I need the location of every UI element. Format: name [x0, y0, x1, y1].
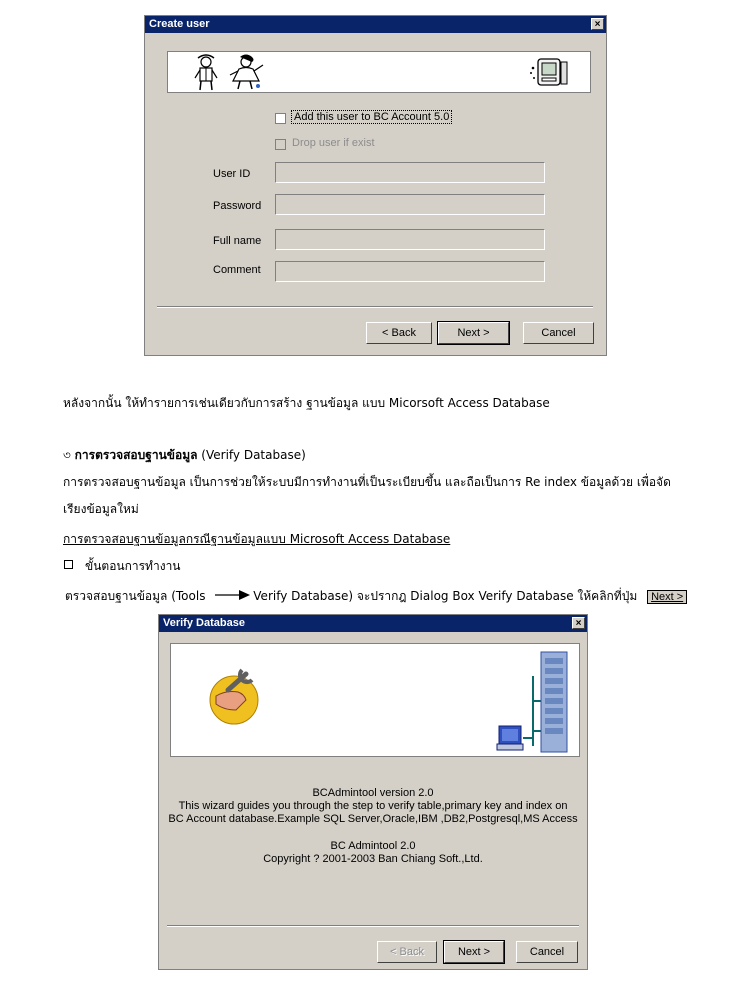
wrench-icon [206, 666, 266, 726]
comment-field[interactable] [275, 261, 545, 282]
verify-database-titlebar [159, 615, 587, 632]
user-id-field[interactable] [275, 162, 545, 183]
verify-database-separator [167, 925, 579, 927]
user-id-label: User ID [213, 168, 251, 180]
wizard-description-2: BC Account database.Example SQL Server,Oracle,IBM ,DB2,Postgresql,MS Access [168, 813, 578, 825]
product-name: BC Admintool 2.0 [330, 840, 416, 852]
verify-database-banner [170, 643, 580, 757]
instruction-line [65, 587, 687, 606]
copyright-line: Copyright ? 2001-2003 Ban Chiang Soft.,Ltd. [263, 853, 483, 865]
description-line-1: การตรวจสอบฐานข้อมูล เป็นการช่วยให้ระบบมีการทำงานที่เป็นระเบียบขึ้น และถือเป็นการ Re index ข้อมูลด้วย เพื่อจัด [63, 475, 671, 489]
users-icon [188, 53, 278, 93]
checkbox-bullet-icon [64, 560, 73, 569]
next-button[interactable]: Next > [444, 941, 504, 963]
password-field[interactable] [275, 194, 545, 215]
heading-rest: (Verify Database) [197, 448, 306, 462]
arrow-right-icon [215, 590, 251, 600]
back-button[interactable]: < Back [377, 941, 437, 963]
subheading-access: การตรวจสอบฐานข้อมูลกรณีฐานข้อมูลแบบ Microsoft Access Database [63, 532, 451, 546]
create-user-title: Create user [149, 18, 210, 30]
steps-line [64, 557, 181, 576]
close-icon[interactable]: × [572, 617, 585, 629]
instruction-end: Verify Database) จะปรากฎ Dialog Box Verify Database ให้คลิกที่ปุ่ม [253, 589, 638, 603]
back-button[interactable]: < Back [366, 322, 432, 344]
create-user-banner [167, 51, 591, 93]
server-icon [491, 646, 571, 756]
inline-next-button: Next > [647, 590, 687, 604]
paragraph-after-create-user: หลังจากนั้น ให้ทำรายการเช่นเดียวกับการสร้าง ฐานข้อมูล แบบ Micorsoft Access Database [63, 396, 550, 410]
version-line: BCAdmintool version 2.0 [312, 787, 434, 799]
close-icon[interactable]: × [591, 18, 604, 30]
next-button[interactable]: Next > [438, 322, 509, 344]
password-label: Password [213, 200, 262, 212]
drop-user-label: Drop user if exist [292, 137, 375, 149]
full-name-field[interactable] [275, 229, 545, 250]
cancel-button[interactable]: Cancel [523, 322, 594, 344]
drop-user-checkbox[interactable] [275, 139, 286, 150]
verify-database-dialog [158, 614, 588, 970]
add-user-label[interactable]: Add this user to BC Account 5.0 [291, 110, 452, 124]
heading-bold: การตรวจสอบฐานข้อมูล [74, 448, 198, 462]
verify-database-title: Verify Database [163, 617, 245, 629]
description-line-2: เรียงข้อมูลใหม่ [63, 502, 139, 516]
computer-icon [528, 56, 572, 90]
full-name-label: Full name [213, 235, 262, 247]
cancel-button[interactable]: Cancel [516, 941, 578, 963]
create-user-dialog [144, 15, 607, 356]
instruction-start: ตรวจสอบฐานข้อมูล (Tools [65, 589, 206, 603]
steps-label: ขั้นตอนการทำงาน [85, 559, 181, 573]
wizard-description-1: This wizard guides you through the step to verify table,primary key and index on [178, 800, 568, 812]
create-user-separator [157, 306, 593, 308]
create-user-titlebar [145, 16, 606, 33]
heading-bullet: ৩ [63, 448, 71, 462]
comment-label: Comment [213, 264, 261, 276]
section-heading [63, 446, 306, 467]
add-user-checkbox[interactable] [275, 113, 286, 124]
